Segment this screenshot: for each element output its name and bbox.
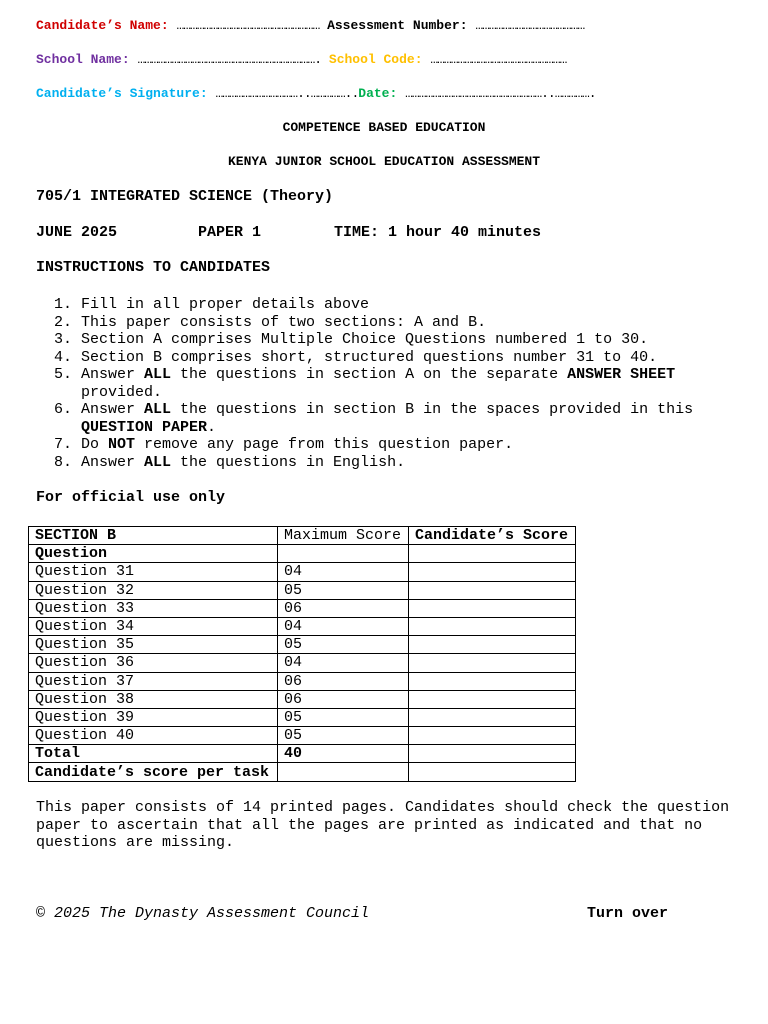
- instruction-item: [81, 349, 761, 367]
- candidate-score-header: Candidate’s Score: [409, 527, 576, 545]
- max-score: 05: [278, 636, 409, 654]
- instruction-emphasis: ALL: [144, 401, 172, 418]
- instruction-emphasis: ANSWER SHEET: [567, 366, 676, 383]
- instruction-text: Do: [81, 436, 109, 453]
- candidate-score-cell[interactable]: [409, 708, 576, 726]
- session: JUNE 2025: [36, 224, 118, 241]
- signature-field[interactable]: ………………………………..……………..: [215, 86, 359, 101]
- candidate-score-cell[interactable]: [409, 617, 576, 635]
- pages-note: This paper consists of 14 printed pages. Candidates should check the question paper to ascertain that all the pages are printed as indicated and that no questions are missing.: [36, 799, 730, 851]
- table-row: [29, 599, 576, 617]
- table-row: [29, 654, 576, 672]
- instruction-text: Section B comprises short, structured questions number 31 to 40.: [81, 348, 658, 366]
- section-b-header: SECTION B: [29, 527, 278, 545]
- time-allowed: TIME: 1 hour 40 minutes: [334, 224, 542, 241]
- table-row: [29, 636, 576, 654]
- paper-code: 705/1 INTEGRATED SCIENCE (Theory): [36, 188, 334, 205]
- table-row: [29, 617, 576, 635]
- max-score: 04: [278, 617, 409, 635]
- question-label: Question 38: [29, 690, 278, 708]
- instructions-list: [36, 296, 761, 471]
- table-row: [29, 581, 576, 599]
- per-task-cell[interactable]: [409, 763, 576, 781]
- instruction-item: [81, 436, 761, 454]
- official-use-heading: For official use only: [36, 489, 226, 506]
- assessment-number-label: Assessment Number:: [327, 18, 468, 33]
- instruction-text: .: [207, 418, 217, 436]
- instruction-text: Answer: [81, 401, 145, 418]
- total-row: [29, 745, 576, 763]
- question-label: Question 35: [29, 636, 278, 654]
- copyright: © 2025 The Dynasty Assessment Council: [36, 905, 370, 922]
- score-table: [28, 526, 576, 782]
- school-name-field[interactable]: …………………………………………………………………….: [137, 52, 322, 67]
- date-field[interactable]: ……………………………………………………..…………….: [405, 86, 596, 101]
- table-header-row: [29, 527, 576, 545]
- question-label: Question 33: [29, 599, 278, 617]
- instruction-text: This paper consists of two sections: A and B.: [81, 313, 487, 331]
- max-score: 04: [278, 563, 409, 581]
- signature-label: Candidate’s Signature:: [36, 86, 208, 101]
- table-row: [29, 708, 576, 726]
- max-score: 05: [278, 727, 409, 745]
- total-max-score: 40: [278, 745, 409, 763]
- signature-line: [36, 86, 596, 101]
- question-label: Question 31: [29, 563, 278, 581]
- maximum-score-header: Maximum Score: [278, 527, 409, 545]
- max-score: 06: [278, 599, 409, 617]
- instruction-text: provided.: [81, 383, 163, 401]
- instruction-text: the questions in section A on the separate: [171, 366, 568, 383]
- candidate-score-cell[interactable]: [409, 672, 576, 690]
- instruction-text: Answer: [81, 366, 145, 383]
- empty-cell: [278, 545, 409, 563]
- instruction-text: Answer: [81, 453, 145, 471]
- candidate-score-cell[interactable]: [409, 654, 576, 672]
- question-subheader: Question: [29, 545, 278, 563]
- candidate-score-cell[interactable]: [409, 563, 576, 581]
- question-label: Question 37: [29, 672, 278, 690]
- instruction-emphasis: QUESTION PAPER: [81, 418, 208, 436]
- candidate-score-cell[interactable]: [409, 581, 576, 599]
- max-score: 06: [278, 690, 409, 708]
- max-score: 04: [278, 654, 409, 672]
- instruction-item: [81, 401, 761, 436]
- instruction-emphasis: ALL: [144, 366, 172, 383]
- assessment-title: KENYA JUNIOR SCHOOL EDUCATION ASSESSMENT: [227, 154, 541, 169]
- instruction-text: the questions in section B in the spaces provided in this: [171, 401, 694, 418]
- instruction-item: [81, 296, 761, 314]
- instruction-item: [81, 366, 761, 401]
- candidate-name-line: [36, 18, 584, 33]
- candidate-score-cell[interactable]: [409, 727, 576, 745]
- candidate-score-cell[interactable]: [409, 690, 576, 708]
- question-label: Question 34: [29, 617, 278, 635]
- school-code-label: School Code:: [328, 52, 423, 67]
- max-score: 05: [278, 708, 409, 726]
- instruction-item: [81, 454, 761, 472]
- empty-cell: [409, 545, 576, 563]
- table-row: [29, 672, 576, 690]
- instruction-text: Section A comprises Multiple Choice Questions numbered 1 to 30.: [81, 331, 649, 348]
- question-label: Question 39: [29, 708, 278, 726]
- empty-cell: [278, 763, 409, 781]
- table-row: [29, 690, 576, 708]
- instruction-text: remove any page from this question paper.: [135, 436, 514, 453]
- candidate-name-label: Candidate’s Name:: [36, 18, 169, 33]
- table-subheader-row: [29, 545, 576, 563]
- paper-number: PAPER 1: [198, 224, 262, 241]
- instruction-item: [81, 331, 761, 349]
- instruction-emphasis: ALL: [144, 453, 172, 471]
- school-name-label: School Name:: [36, 52, 130, 67]
- date-label: Date:: [358, 86, 398, 101]
- candidate-name-field[interactable]: ………………………………………………………: [176, 18, 320, 33]
- turn-over: Turn over: [587, 905, 669, 922]
- school-line: [36, 52, 566, 67]
- table-row: [29, 727, 576, 745]
- assessment-number-field[interactable]: …………………………………………: [475, 18, 585, 33]
- candidate-score-cell[interactable]: [409, 599, 576, 617]
- candidate-total-cell[interactable]: [409, 745, 576, 763]
- table-row: [29, 563, 576, 581]
- question-label: Question 40: [29, 727, 278, 745]
- school-code-field[interactable]: ……………………………………………………: [430, 52, 567, 67]
- candidate-score-cell[interactable]: [409, 636, 576, 654]
- max-score: 05: [278, 581, 409, 599]
- instruction-text: Fill in all proper details above: [81, 296, 370, 313]
- per-task-label: Candidate’s score per task: [29, 763, 278, 781]
- instruction-item: [81, 314, 761, 332]
- max-score: 06: [278, 672, 409, 690]
- instructions-heading: INSTRUCTIONS TO CANDIDATES: [36, 259, 271, 276]
- total-label: Total: [29, 745, 278, 763]
- per-task-row: [29, 763, 576, 781]
- instruction-text: the questions in English.: [171, 453, 406, 471]
- cbe-title: COMPETENCE BASED EDUCATION: [282, 120, 486, 135]
- question-label: Question 36: [29, 654, 278, 672]
- instruction-emphasis: NOT: [108, 436, 136, 453]
- question-label: Question 32: [29, 581, 278, 599]
